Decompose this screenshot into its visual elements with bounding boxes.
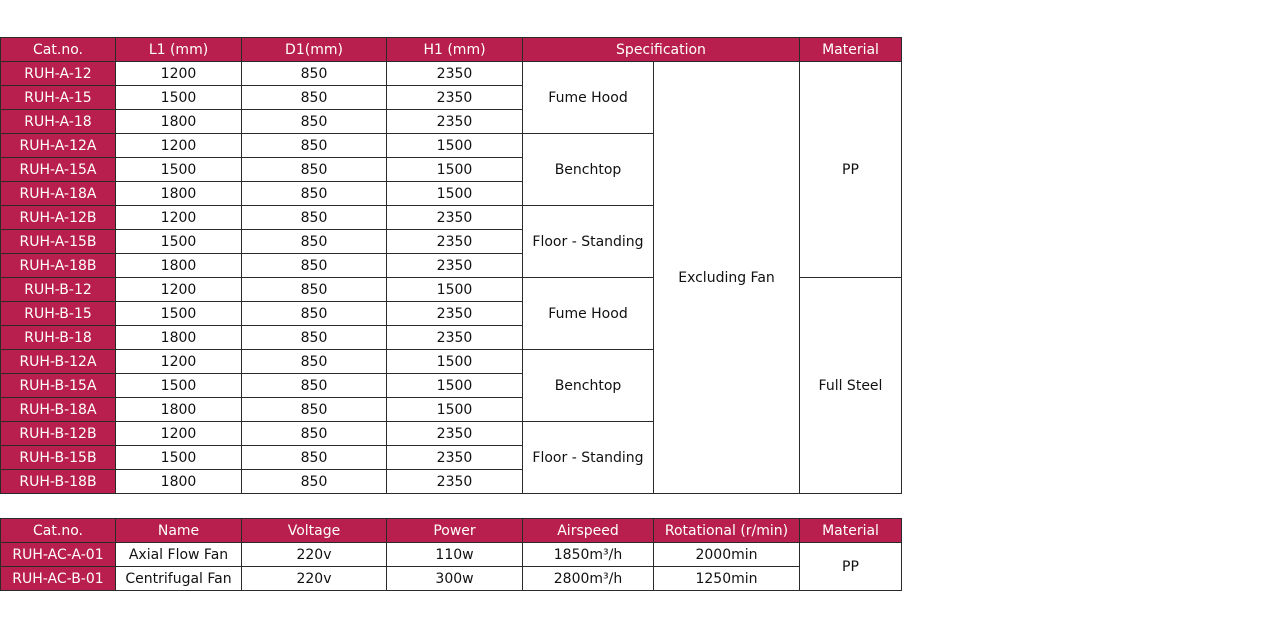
d1-cell: 850 xyxy=(242,446,387,470)
h1-cell: 2350 xyxy=(387,86,523,110)
spec-group-cell: Floor - Standing xyxy=(523,206,654,278)
l1-cell: 1800 xyxy=(116,254,242,278)
products-spec-table xyxy=(0,37,902,494)
cat-no-cell: RUH-A-12 xyxy=(1,62,116,86)
table-row xyxy=(1,543,902,567)
h1-cell: 1500 xyxy=(387,350,523,374)
l1-cell: 1500 xyxy=(116,374,242,398)
h1-cell: 2350 xyxy=(387,470,523,494)
header-airspeed: Airspeed xyxy=(523,519,654,543)
l1-cell: 1500 xyxy=(116,86,242,110)
cat-no-cell: RUH-A-18B xyxy=(1,254,116,278)
d1-cell: 850 xyxy=(242,398,387,422)
cat-no-cell: RUH-B-15B xyxy=(1,446,116,470)
power-cell: 110w xyxy=(387,543,523,567)
d1-cell: 850 xyxy=(242,62,387,86)
d1-cell: 850 xyxy=(242,350,387,374)
table-row xyxy=(1,567,902,591)
h1-cell: 2350 xyxy=(387,326,523,350)
d1-cell: 850 xyxy=(242,326,387,350)
table-header-row xyxy=(1,38,902,62)
d1-cell: 850 xyxy=(242,230,387,254)
l1-cell: 1200 xyxy=(116,278,242,302)
material-cell: PP xyxy=(800,62,902,278)
rotational-cell: 2000min xyxy=(654,543,800,567)
d1-cell: 850 xyxy=(242,422,387,446)
fan-name-cell: Centrifugal Fan xyxy=(116,567,242,591)
d1-cell: 850 xyxy=(242,110,387,134)
rotational-cell: 1250min xyxy=(654,567,800,591)
d1-cell: 850 xyxy=(242,278,387,302)
spec-group-cell: Fume Hood xyxy=(523,278,654,350)
spec-group-cell: Floor - Standing xyxy=(523,422,654,494)
header-voltage: Voltage xyxy=(242,519,387,543)
l1-cell: 1500 xyxy=(116,230,242,254)
header-l1: L1 (mm) xyxy=(116,38,242,62)
cat-no-cell: RUH-A-15 xyxy=(1,86,116,110)
cat-no-cell: RUH-B-12B xyxy=(1,422,116,446)
fan-name-cell: Axial Flow Fan xyxy=(116,543,242,567)
header-cat-no: Cat.no. xyxy=(1,38,116,62)
cat-no-cell: RUH-A-12B xyxy=(1,206,116,230)
h1-cell: 2350 xyxy=(387,206,523,230)
l1-cell: 1200 xyxy=(116,134,242,158)
h1-cell: 1500 xyxy=(387,278,523,302)
cat-no-cell: RUH-A-18 xyxy=(1,110,116,134)
cat-no-cell: RUH-B-18B xyxy=(1,470,116,494)
l1-cell: 1800 xyxy=(116,470,242,494)
cat-no-cell: RUH-A-15B xyxy=(1,230,116,254)
material-cell: PP xyxy=(800,543,902,591)
cat-no-cell: RUH-B-15 xyxy=(1,302,116,326)
fan-note-cell: Excluding Fan xyxy=(654,62,800,494)
l1-cell: 1200 xyxy=(116,422,242,446)
h1-cell: 2350 xyxy=(387,110,523,134)
voltage-cell: 220v xyxy=(242,543,387,567)
cat-no-cell: RUH-B-12A xyxy=(1,350,116,374)
h1-cell: 2350 xyxy=(387,230,523,254)
cat-no-cell: RUH-AC-B-01 xyxy=(1,567,116,591)
l1-cell: 1800 xyxy=(116,182,242,206)
spec-group-cell: Benchtop xyxy=(523,350,654,422)
h1-cell: 1500 xyxy=(387,398,523,422)
l1-cell: 1500 xyxy=(116,302,242,326)
cat-no-cell: RUH-A-15A xyxy=(1,158,116,182)
l1-cell: 1200 xyxy=(116,350,242,374)
airspeed-cell: 2800m³/h xyxy=(523,567,654,591)
header-rotational: Rotational (r/min) xyxy=(654,519,800,543)
l1-cell: 1800 xyxy=(116,110,242,134)
spec-group-cell: Fume Hood xyxy=(523,62,654,134)
header-h1: H1 (mm) xyxy=(387,38,523,62)
header-material: Material xyxy=(800,519,902,543)
h1-cell: 1500 xyxy=(387,158,523,182)
spec-group-cell: Benchtop xyxy=(523,134,654,206)
header-d1: D1(mm) xyxy=(242,38,387,62)
h1-cell: 1500 xyxy=(387,134,523,158)
cat-no-cell: RUH-A-18A xyxy=(1,182,116,206)
table-row xyxy=(1,62,902,86)
header-name: Name xyxy=(116,519,242,543)
h1-cell: 1500 xyxy=(387,182,523,206)
l1-cell: 1500 xyxy=(116,158,242,182)
l1-cell: 1200 xyxy=(116,62,242,86)
d1-cell: 850 xyxy=(242,206,387,230)
cat-no-cell: RUH-A-12A xyxy=(1,134,116,158)
d1-cell: 850 xyxy=(242,470,387,494)
cat-no-cell: RUH-B-15A xyxy=(1,374,116,398)
l1-cell: 1800 xyxy=(116,326,242,350)
d1-cell: 850 xyxy=(242,86,387,110)
d1-cell: 850 xyxy=(242,302,387,326)
cat-no-cell: RUH-B-18A xyxy=(1,398,116,422)
header-specification: Specification xyxy=(523,38,800,62)
l1-cell: 1500 xyxy=(116,446,242,470)
table-header-row xyxy=(1,519,902,543)
header-material: Material xyxy=(800,38,902,62)
header-cat-no: Cat.no. xyxy=(1,519,116,543)
h1-cell: 1500 xyxy=(387,374,523,398)
h1-cell: 2350 xyxy=(387,446,523,470)
d1-cell: 850 xyxy=(242,254,387,278)
voltage-cell: 220v xyxy=(242,567,387,591)
l1-cell: 1200 xyxy=(116,206,242,230)
material-cell: Full Steel xyxy=(800,278,902,494)
h1-cell: 2350 xyxy=(387,422,523,446)
header-power: Power xyxy=(387,519,523,543)
cat-no-cell: RUH-B-12 xyxy=(1,278,116,302)
power-cell: 300w xyxy=(387,567,523,591)
d1-cell: 850 xyxy=(242,134,387,158)
d1-cell: 850 xyxy=(242,374,387,398)
h1-cell: 2350 xyxy=(387,254,523,278)
h1-cell: 2350 xyxy=(387,62,523,86)
airspeed-cell: 1850m³/h xyxy=(523,543,654,567)
d1-cell: 850 xyxy=(242,182,387,206)
fans-spec-table xyxy=(0,518,902,591)
h1-cell: 2350 xyxy=(387,302,523,326)
d1-cell: 850 xyxy=(242,158,387,182)
l1-cell: 1800 xyxy=(116,398,242,422)
cat-no-cell: RUH-B-18 xyxy=(1,326,116,350)
cat-no-cell: RUH-AC-A-01 xyxy=(1,543,116,567)
